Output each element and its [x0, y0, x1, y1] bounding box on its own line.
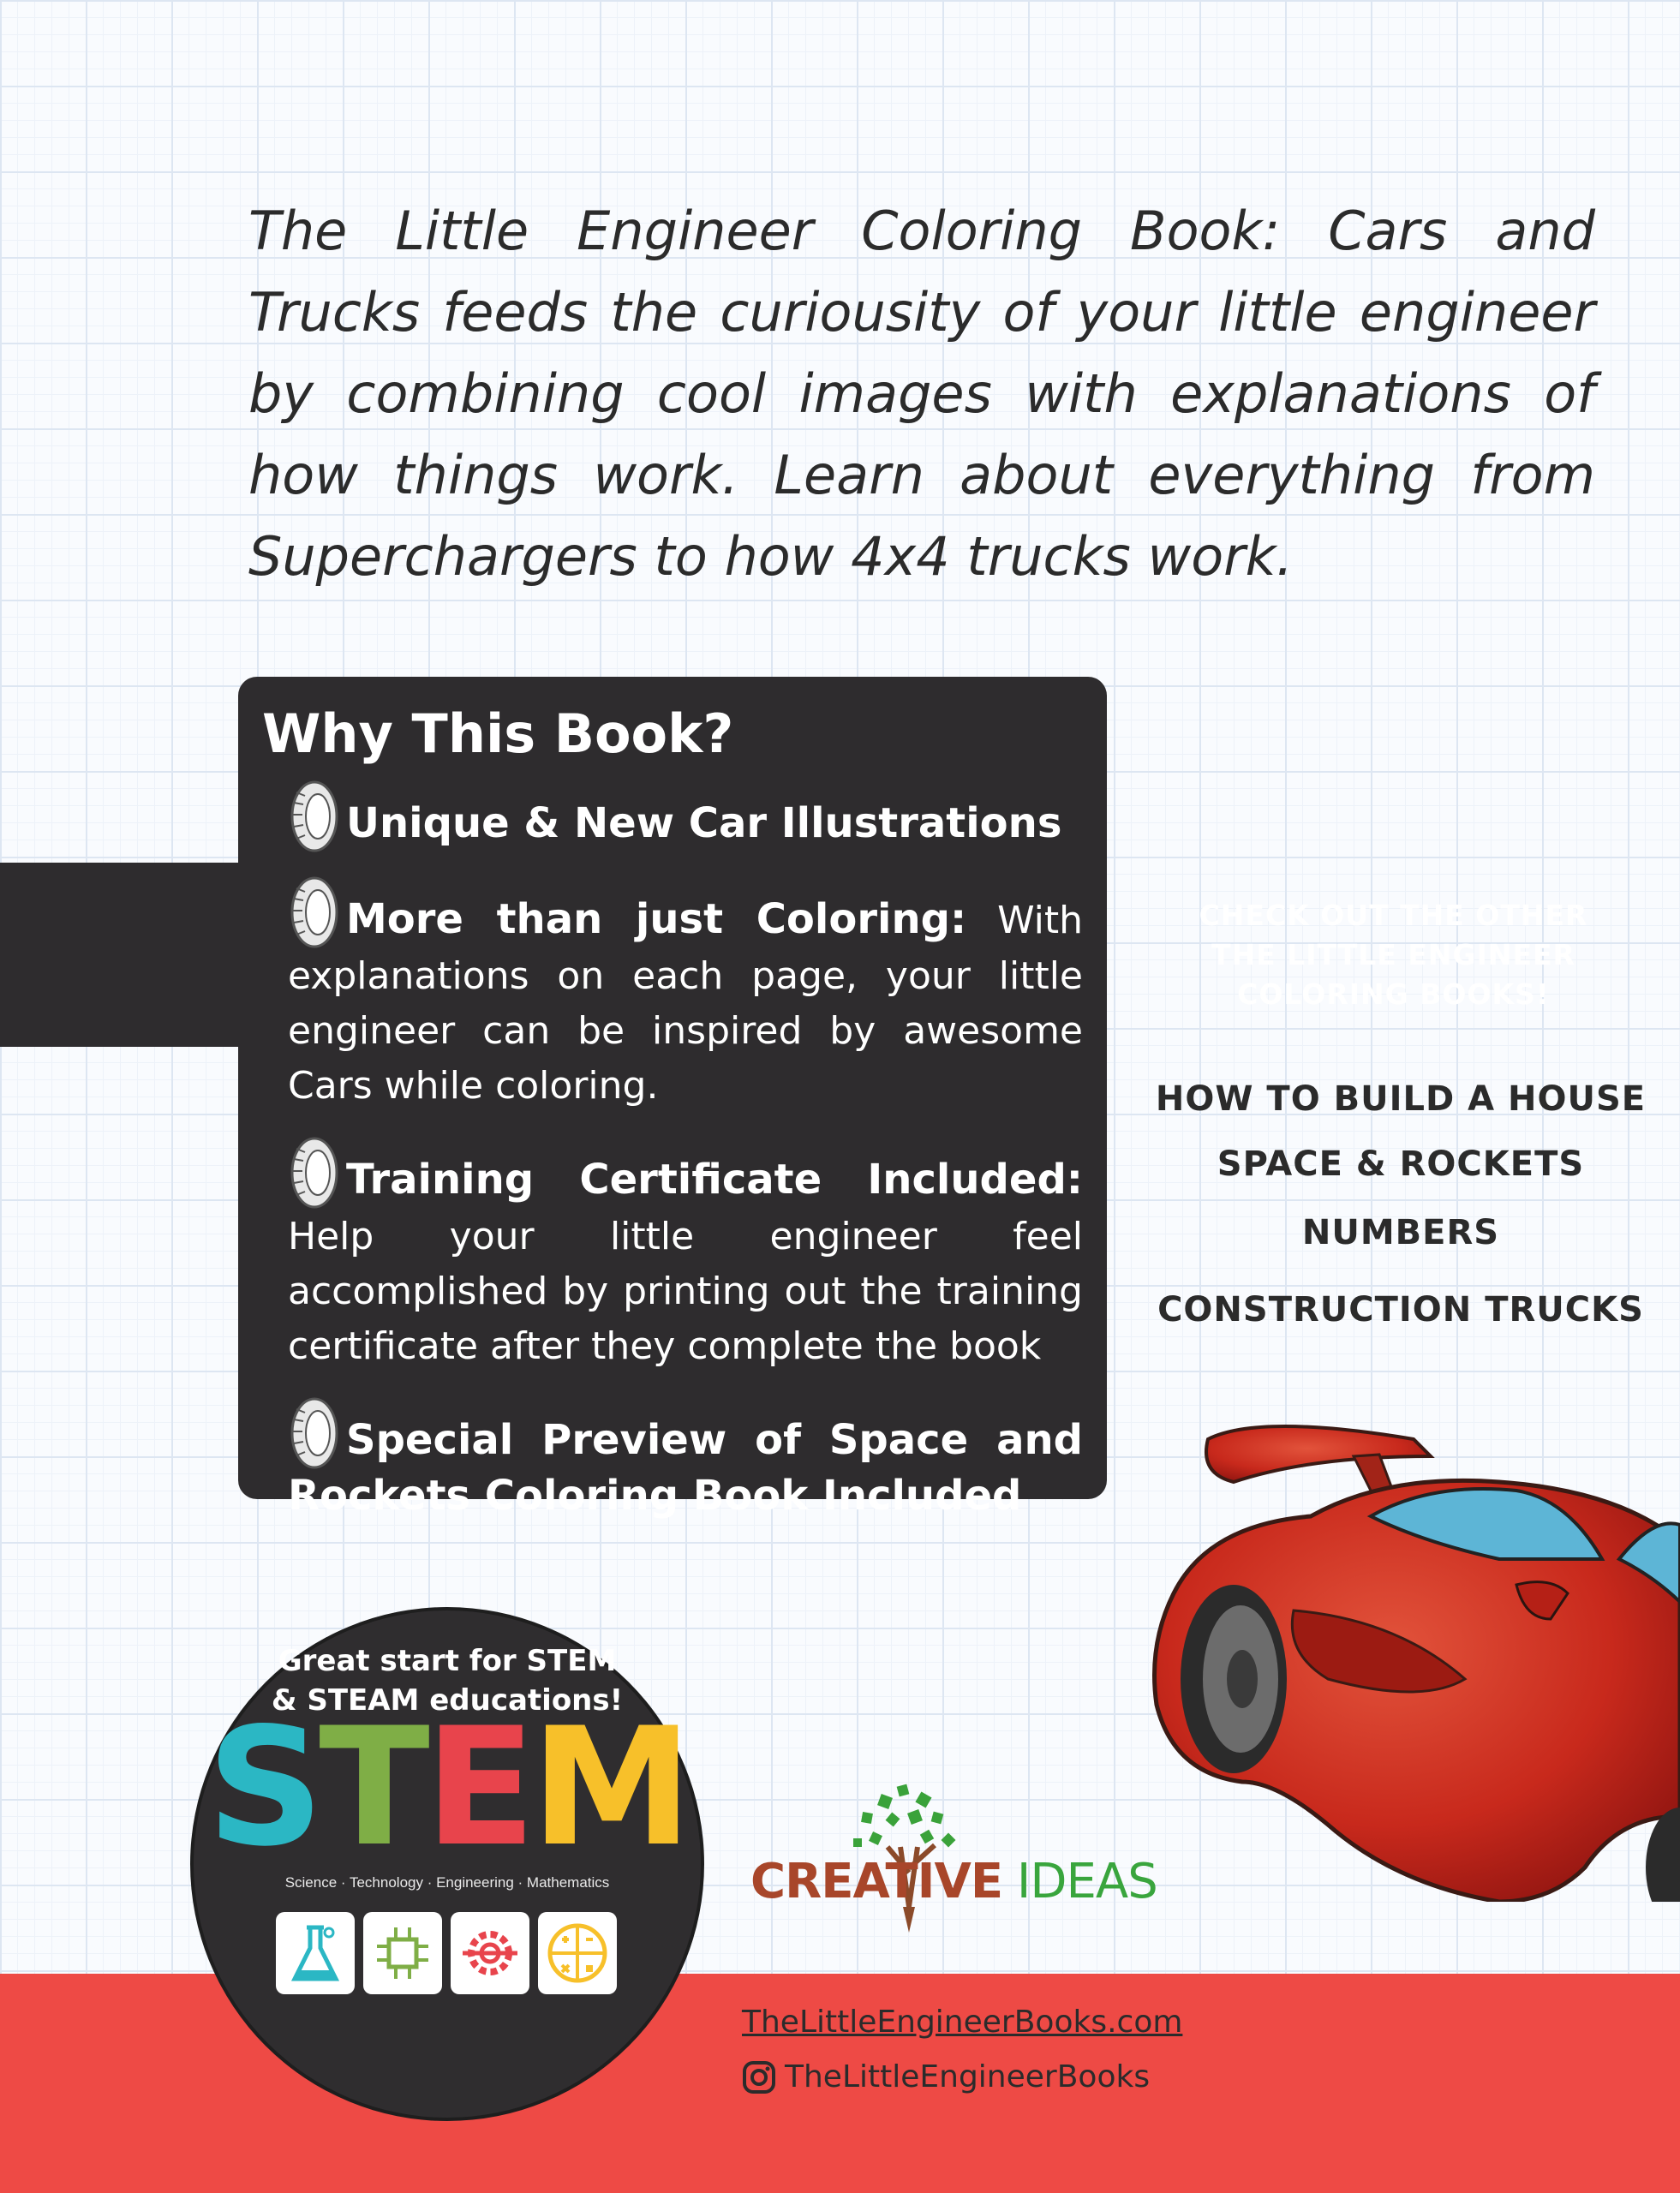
stem-icon-row [276, 1912, 617, 1994]
book-title-house: HOW TO BUILD A HOUSE [1155, 1079, 1647, 1119]
logo-word-creative: CREATIVE [750, 1854, 1003, 1909]
why-this-book-box [238, 677, 1107, 1520]
stem-letter-t: T [319, 1693, 425, 1882]
feature-2-head: More than just Coloring: [346, 895, 967, 943]
intro-paragraph [248, 190, 1595, 597]
stem-subtitle: Science · Technology · Engineering · Mathematics [284, 1874, 610, 1891]
creative-ideas-wordmark [750, 1854, 1157, 1909]
tire-icon [290, 780, 339, 852]
stem-badge [194, 1610, 701, 2118]
tire-icon [290, 1397, 339, 1469]
stem-letter-e: E [424, 1693, 531, 1882]
why-title: Why This Book? [262, 702, 734, 765]
intro-text: feeds the curiousity of your little engineer by combining cool images with explanations of how things work. Learn about everything from Superchargers to how 4x4 trucks work. [248, 281, 1595, 588]
flask-icon [276, 1912, 355, 1994]
circuit-icon [363, 1912, 442, 1994]
stem-tagline-line-1: Great start for STEM [278, 1644, 617, 1678]
website-link[interactable]: TheLittleEngineerBooks.com [742, 2005, 1183, 2040]
book-title-construction: CONSTRUCTION TRUCKS [1157, 1290, 1644, 1330]
stem-tagline-line-2: & STEAM educations! [271, 1683, 624, 1718]
red-sports-car-illustration [1139, 1422, 1680, 1902]
feature-training-certificate [262, 1137, 1083, 1373]
tire-icon [290, 876, 339, 948]
book-title-space: SPACE & ROCKETS [1217, 1144, 1585, 1184]
feature-3-head: Training Certificate Included: [346, 1156, 1083, 1204]
logo-word-ideas: IDEAS [1002, 1854, 1157, 1909]
feature-2-body: With explanations on each page, your little engineer can be inspired by awesome Cars while coloring. [288, 899, 1084, 1108]
promo-line-1: CHECK OUT THE OTHER [1199, 898, 1588, 932]
feature-more-than-coloring [262, 876, 1083, 1113]
instagram-handle-row[interactable] [742, 2059, 1150, 2094]
stem-letter-s: S [206, 1693, 320, 1882]
feature-1-head: Unique & New Car Illustrations [346, 799, 1062, 847]
instagram-handle: TheLittleEngineerBooks [785, 2059, 1151, 2094]
feature-4-head: Special Preview of Space and Rockets Coloring Book Included [288, 1416, 1083, 1520]
promo-line-2: THE LITTLE ENGINEER [1211, 937, 1575, 971]
gear-icon [451, 1912, 529, 1994]
book-title: The Little Engineer Coloring Book: Cars and Trucks [248, 200, 1595, 344]
feature-3-body: Help your little engineer feel accomplished by printing out the training certificate after they complete the book [288, 1215, 1083, 1368]
math-icon [538, 1912, 617, 1994]
promo-text [1107, 863, 1680, 1047]
instagram-icon [742, 2060, 776, 2094]
stem-letter-m: M [530, 1693, 688, 1882]
feature-unique-illustrations [262, 780, 1083, 852]
promo-line-3: COLORING BOOKS! [1237, 977, 1550, 1011]
book-title-numbers: NUMBERS [1301, 1213, 1500, 1252]
tire-icon [290, 1137, 339, 1209]
feature-special-preview [262, 1397, 1083, 1522]
